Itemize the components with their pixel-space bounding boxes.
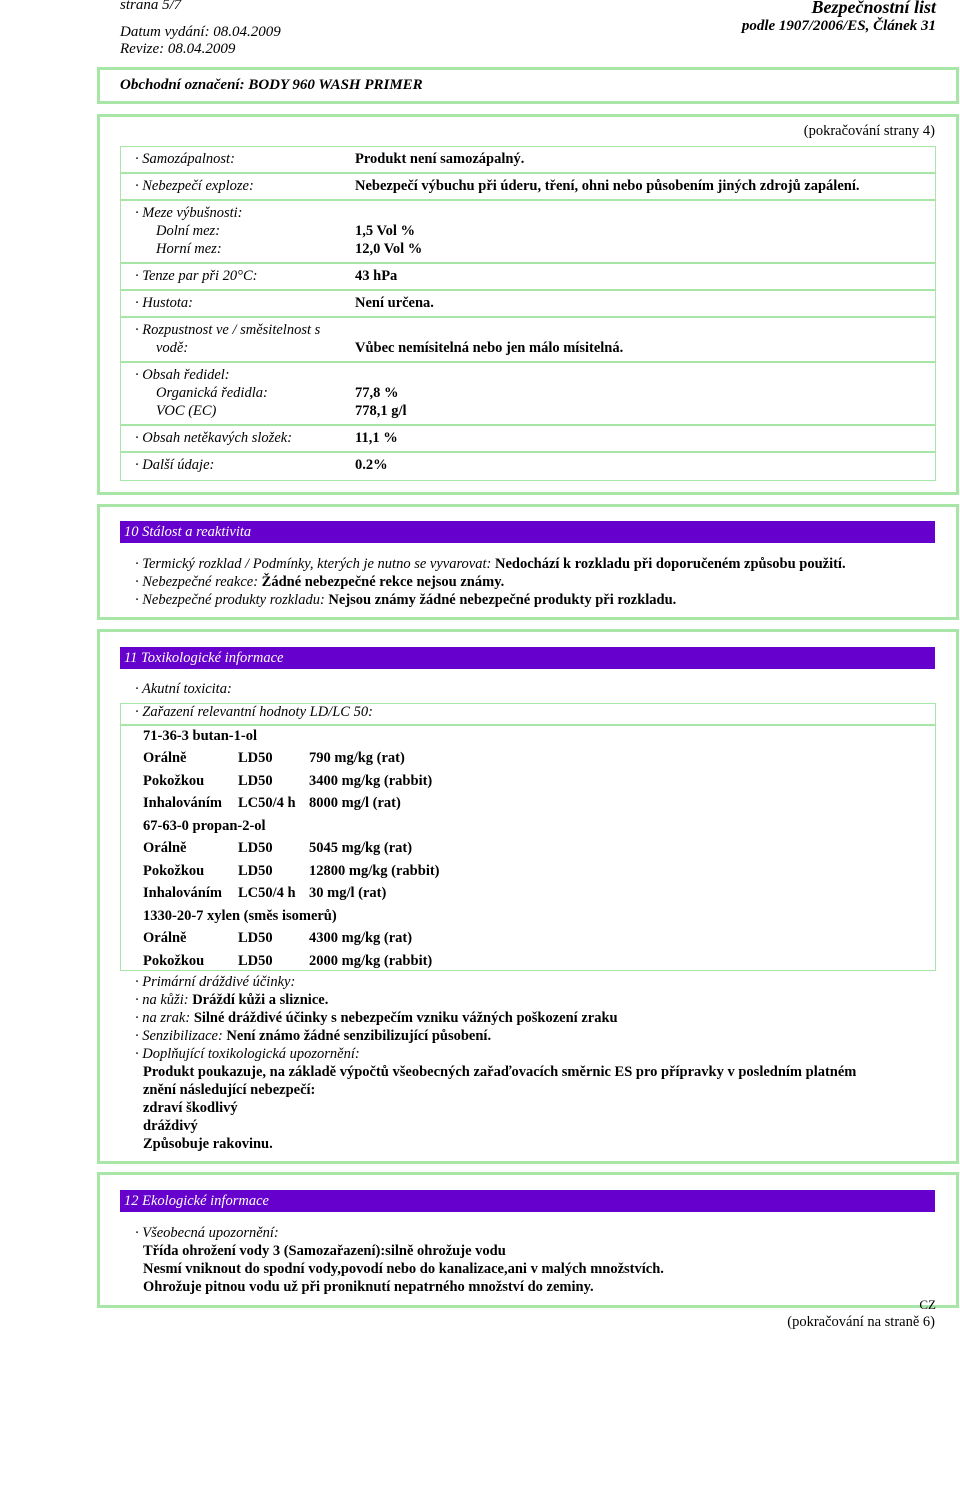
ld-value-row [143, 770, 440, 793]
row-other [120, 452, 936, 481]
limits-label: · Meze výbušnosti: [135, 205, 243, 222]
upper-limit-value: 12,0 Vol % [355, 241, 423, 257]
thermal-decomposition [135, 556, 846, 573]
test-type: LD50 [238, 840, 273, 857]
self-ignition-label: · Samozápalnost: [135, 151, 235, 168]
regulation: podle 1907/2006/ES, Článek 31 [741, 18, 936, 34]
additional-info-1: Produkt poukazuje, na základě výpočtů všeobecných zařaďovacích směrnic ES pro přípravky v posledním platném [143, 1064, 857, 1080]
ld-value-row [143, 883, 440, 906]
exposure-route: Orálně [143, 750, 187, 767]
skin-effect [135, 992, 328, 1009]
test-type: LD50 [238, 930, 273, 947]
ld-values-table [143, 725, 440, 973]
additional-info-label: · Doplňující toxikologická upozornění: [135, 1046, 360, 1063]
additional-info-2: znění následující nebezpečí: [143, 1082, 316, 1098]
decomposition-products [135, 592, 676, 609]
acute-toxicity-label: · Akutní toxicita: [135, 681, 232, 698]
document-title: Bezpečnostní list [811, 0, 936, 17]
lower-limit-value: 1,5 Vol % [355, 223, 416, 239]
ld-value-row [143, 748, 440, 771]
explosion-label: · Nebezpečí exploze: [135, 178, 254, 195]
exposure-route: Pokožkou [143, 952, 205, 969]
revision-date: Revize: 08.04.2009 [120, 41, 236, 57]
ld-value: 30 mg/l (rat) [309, 885, 387, 902]
thermal-label: · Termický rozklad / Podmínky, kterých je nutno se vyvarovat: [135, 556, 491, 572]
ld-value: 5045 mg/kg (rat) [309, 840, 413, 857]
page-number: strana 5/7 [120, 0, 182, 13]
voc-label: VOC (EC) [156, 403, 217, 419]
products-label: · Nebezpečné produkty rozkladu: [135, 592, 325, 608]
skin-label: · na kůži: [135, 992, 189, 1008]
additional-info-5: Způsobuje rakovinu. [143, 1136, 273, 1152]
ld-value-row [143, 838, 440, 861]
reactions-value: Žádné nebezpečné rekce nejsou známy. [261, 574, 505, 590]
test-type: LD50 [238, 750, 273, 767]
sensitization-value: Není známo žádné senzibilizující působení. [226, 1028, 492, 1044]
exposure-route: Orálně [143, 840, 187, 857]
additional-info-4: dráždivý [143, 1118, 198, 1134]
additional-info-3: zdraví škodlivý [143, 1100, 238, 1116]
substance-row [143, 905, 440, 928]
ld-value: 8000 mg/l (rat) [309, 795, 401, 812]
vapour-value: 43 hPa [355, 268, 398, 284]
skin-value: Dráždí kůži a sliznice. [192, 992, 329, 1008]
solubility-value: Vůbec nemísitelná nebo jen málo mísitelná. [355, 340, 624, 356]
ld-value-row [143, 928, 440, 951]
test-type: LD50 [238, 772, 273, 789]
continued-to: (pokračování na straně 6) [787, 1314, 935, 1330]
general-note-1: Třída ohrožení vody 3 (Samozařazení):silně ohrožuje vodu [143, 1243, 506, 1259]
product-name: Obchodní označení: BODY 960 WASH PRIMER [120, 77, 423, 93]
eye-label: · na zrak: [135, 1010, 190, 1026]
ld-value-row [143, 793, 440, 816]
section-12-title: 12 Ekologické informace [120, 1190, 935, 1212]
upper-limit-label: Horní mez: [156, 241, 222, 257]
eye-value: Silné dráždivé účinky s nebezpečím vzniku vážných poškození zraku [193, 1010, 618, 1026]
test-type: LC50/4 h [238, 795, 296, 812]
solids-label: · Obsah netěkavých složek: [135, 430, 292, 447]
language-code: CZ [919, 1297, 936, 1312]
reactions-label: · Nebezpečné reakce: [135, 574, 258, 590]
substance-name: 71-36-3 butan-1-ol [143, 727, 257, 744]
general-notes-label: · Všeobecná upozornění: [135, 1225, 279, 1242]
substance-name: 1330-20-7 xylen (směs isomerů) [143, 907, 337, 924]
general-note-2: Nesmí vniknout do spodní vody,povodí nebo do kanalizace,ani v malých množstvích. [143, 1261, 664, 1277]
ld-value-row [143, 950, 440, 973]
ld-value: 790 mg/kg (rat) [309, 750, 405, 767]
hazardous-reactions [135, 574, 504, 591]
voc-value: 778,1 g/l [355, 403, 407, 419]
ld-value-row [143, 860, 440, 883]
exposure-route: Pokožkou [143, 862, 205, 879]
other-label: · Další údaje: [135, 457, 214, 474]
test-type: LC50/4 h [238, 885, 296, 902]
row-density [120, 290, 936, 317]
ld-value: 12800 mg/kg (rabbit) [309, 862, 440, 879]
substance-name: 67-63-0 propan-2-ol [143, 817, 266, 834]
test-type: LD50 [238, 952, 273, 969]
substance-row [143, 725, 440, 748]
self-ignition-value: Produkt není samozápalný. [355, 151, 525, 167]
explosion-value: Nebezpečí výbuchu při úderu, tření, ohni nebo působením jiných zdrojů zapálení. [355, 178, 860, 194]
ld-value: 2000 mg/kg (rabbit) [309, 952, 433, 969]
exposure-route: Inhalováním [143, 885, 222, 902]
density-value: Není určena. [355, 295, 434, 311]
ld-table [143, 725, 440, 973]
ld-title: · Zařazení relevantní hodnoty LD/LC 50: [135, 704, 373, 721]
solubility-label: · Rozpustnost ve / směsitelnost s [135, 322, 320, 339]
lower-limit-label: Dolní mez: [156, 223, 221, 239]
general-note-3: Ohrožuje pitnou vodu už při proniknutí nepatrného množství do zeminy. [143, 1279, 594, 1295]
solids-value: 11,1 % [355, 430, 398, 446]
exposure-route: Inhalováním [143, 795, 222, 812]
vapour-label: · Tenze par při 20°C: [135, 268, 258, 285]
density-label: · Hustota: [135, 295, 193, 312]
ld-value: 3400 mg/kg (rabbit) [309, 772, 433, 789]
solubility-label-2: vodě: [156, 340, 189, 356]
issue-date: Datum vydání: 08.04.2009 [120, 24, 281, 40]
thermal-value: Nedochází k rozkladu při doporučeném způsobu použití. [494, 556, 846, 572]
sensitization [135, 1028, 491, 1045]
organic-label: Organická ředidla: [156, 385, 268, 401]
exposure-route: Pokožkou [143, 772, 205, 789]
other-value: 0.2% [355, 457, 388, 473]
section-10-title: 10 Stálost a reaktivita [120, 521, 935, 543]
continued-from: (pokračování strany 4) [803, 123, 935, 139]
section-11-title: 11 Toxikologické informace [120, 647, 935, 669]
products-value: Nejsou známy žádné nebezpečné produkty při rozkladu. [328, 592, 677, 608]
test-type: LD50 [238, 862, 273, 879]
substance-row [143, 815, 440, 838]
eye-effect [135, 1010, 618, 1027]
ld-value: 4300 mg/kg (rat) [309, 930, 413, 947]
sensitization-label: · Senzibilizace: [135, 1028, 223, 1044]
row-self-ignition [120, 146, 936, 173]
solvent-label: · Obsah ředidel: [135, 367, 230, 384]
exposure-route: Orálně [143, 930, 187, 947]
organic-value: 77,8 % [355, 385, 399, 401]
primary-irritation-label: · Primární dráždivé účinky: [135, 974, 295, 991]
